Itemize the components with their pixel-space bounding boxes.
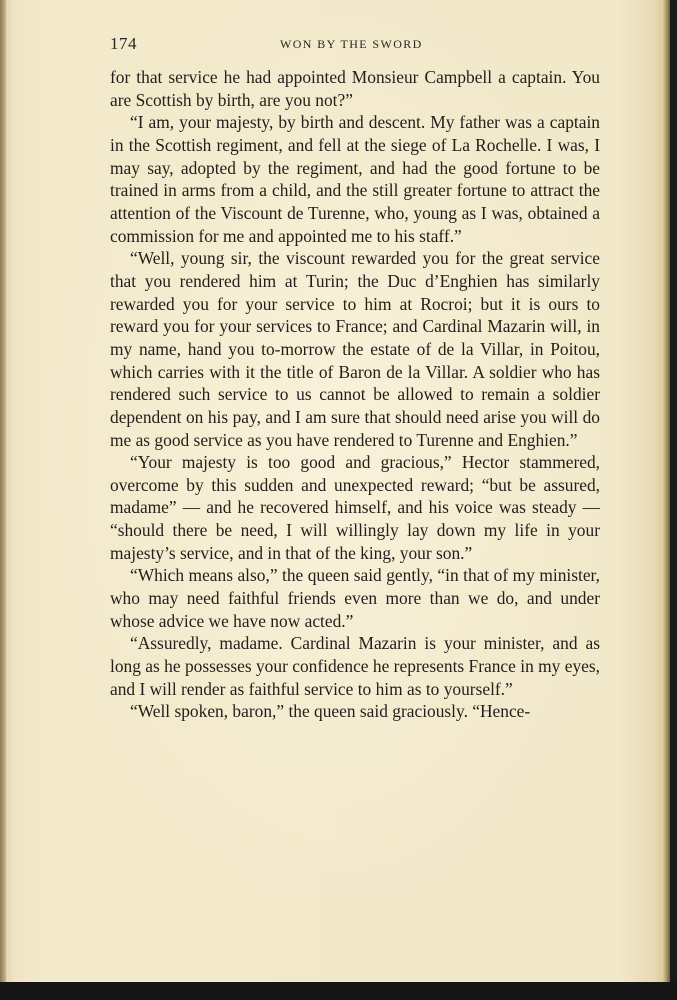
paragraph: “I am, your majesty, by birth and descent. My father was a captain in the Scottish regiment, and fell at the siege of La Rochelle. I was, I may say, adopted by the regiment, and had the good fortune to be trained in arms from a child, and the still greater fortune to attract the attention of the Viscount de Turenne, who, young as I was, obtained a commission for me and appointed me to his staff.” (110, 112, 600, 246)
paragraph: “Assuredly, madame. Cardinal Mazarin is your minister, and as long as he possesses your confidence he represents France in my eyes, and I will render as faithful service to him as to yourself.” (110, 633, 600, 699)
paragraph: “Well, young sir, the viscount rewarded you for the great service that you rendered him at Turin; the Duc d’Enghien has similarly rewarded you for your service to him at Rocroi; but it is ours to reward you for your services to France; and Cardinal Mazarin will, in my name, hand you to-morrow the estate of de la Villar, in Poitou, which carries with it the title of Baron de la Villar. A soldier who has rendered such service to us cannot be allowed to remain a soldier dependent on his pay, and I am sure that should need arise you will do me as good service as you have rendered to Turenne and Enghien.” (110, 248, 600, 450)
body-text (110, 66, 600, 723)
page-right-edge (662, 0, 670, 985)
page-left-edge (0, 0, 6, 985)
paragraph: “Well spoken, baron,” the queen said graciously. “Hence- (130, 701, 531, 722)
running-head (110, 34, 600, 54)
paragraph: “Your majesty is too good and gracious,” Hector stammered, overcome by this sudden and unexpected reward; “but be assured, madame” — and he recovered himself, and his voice was steady — “should there be need, I will willingly lay down my life in your majesty’s service, and in that of the king, your son.” (110, 452, 600, 563)
running-title: WON BY THE SWORD (280, 37, 423, 51)
paragraph: “Which means also,” the queen said gently, “in that of my minister, who may need faithful friends even more than we do, and under whose advice we have now acted.” (110, 565, 600, 631)
paragraph: for that service he had appointed Monsieur Campbell a captain. You are Scottish by birth, are you not?” (110, 67, 600, 110)
scan-bottom-edge (0, 982, 677, 1000)
page-number: 174 (110, 34, 137, 53)
